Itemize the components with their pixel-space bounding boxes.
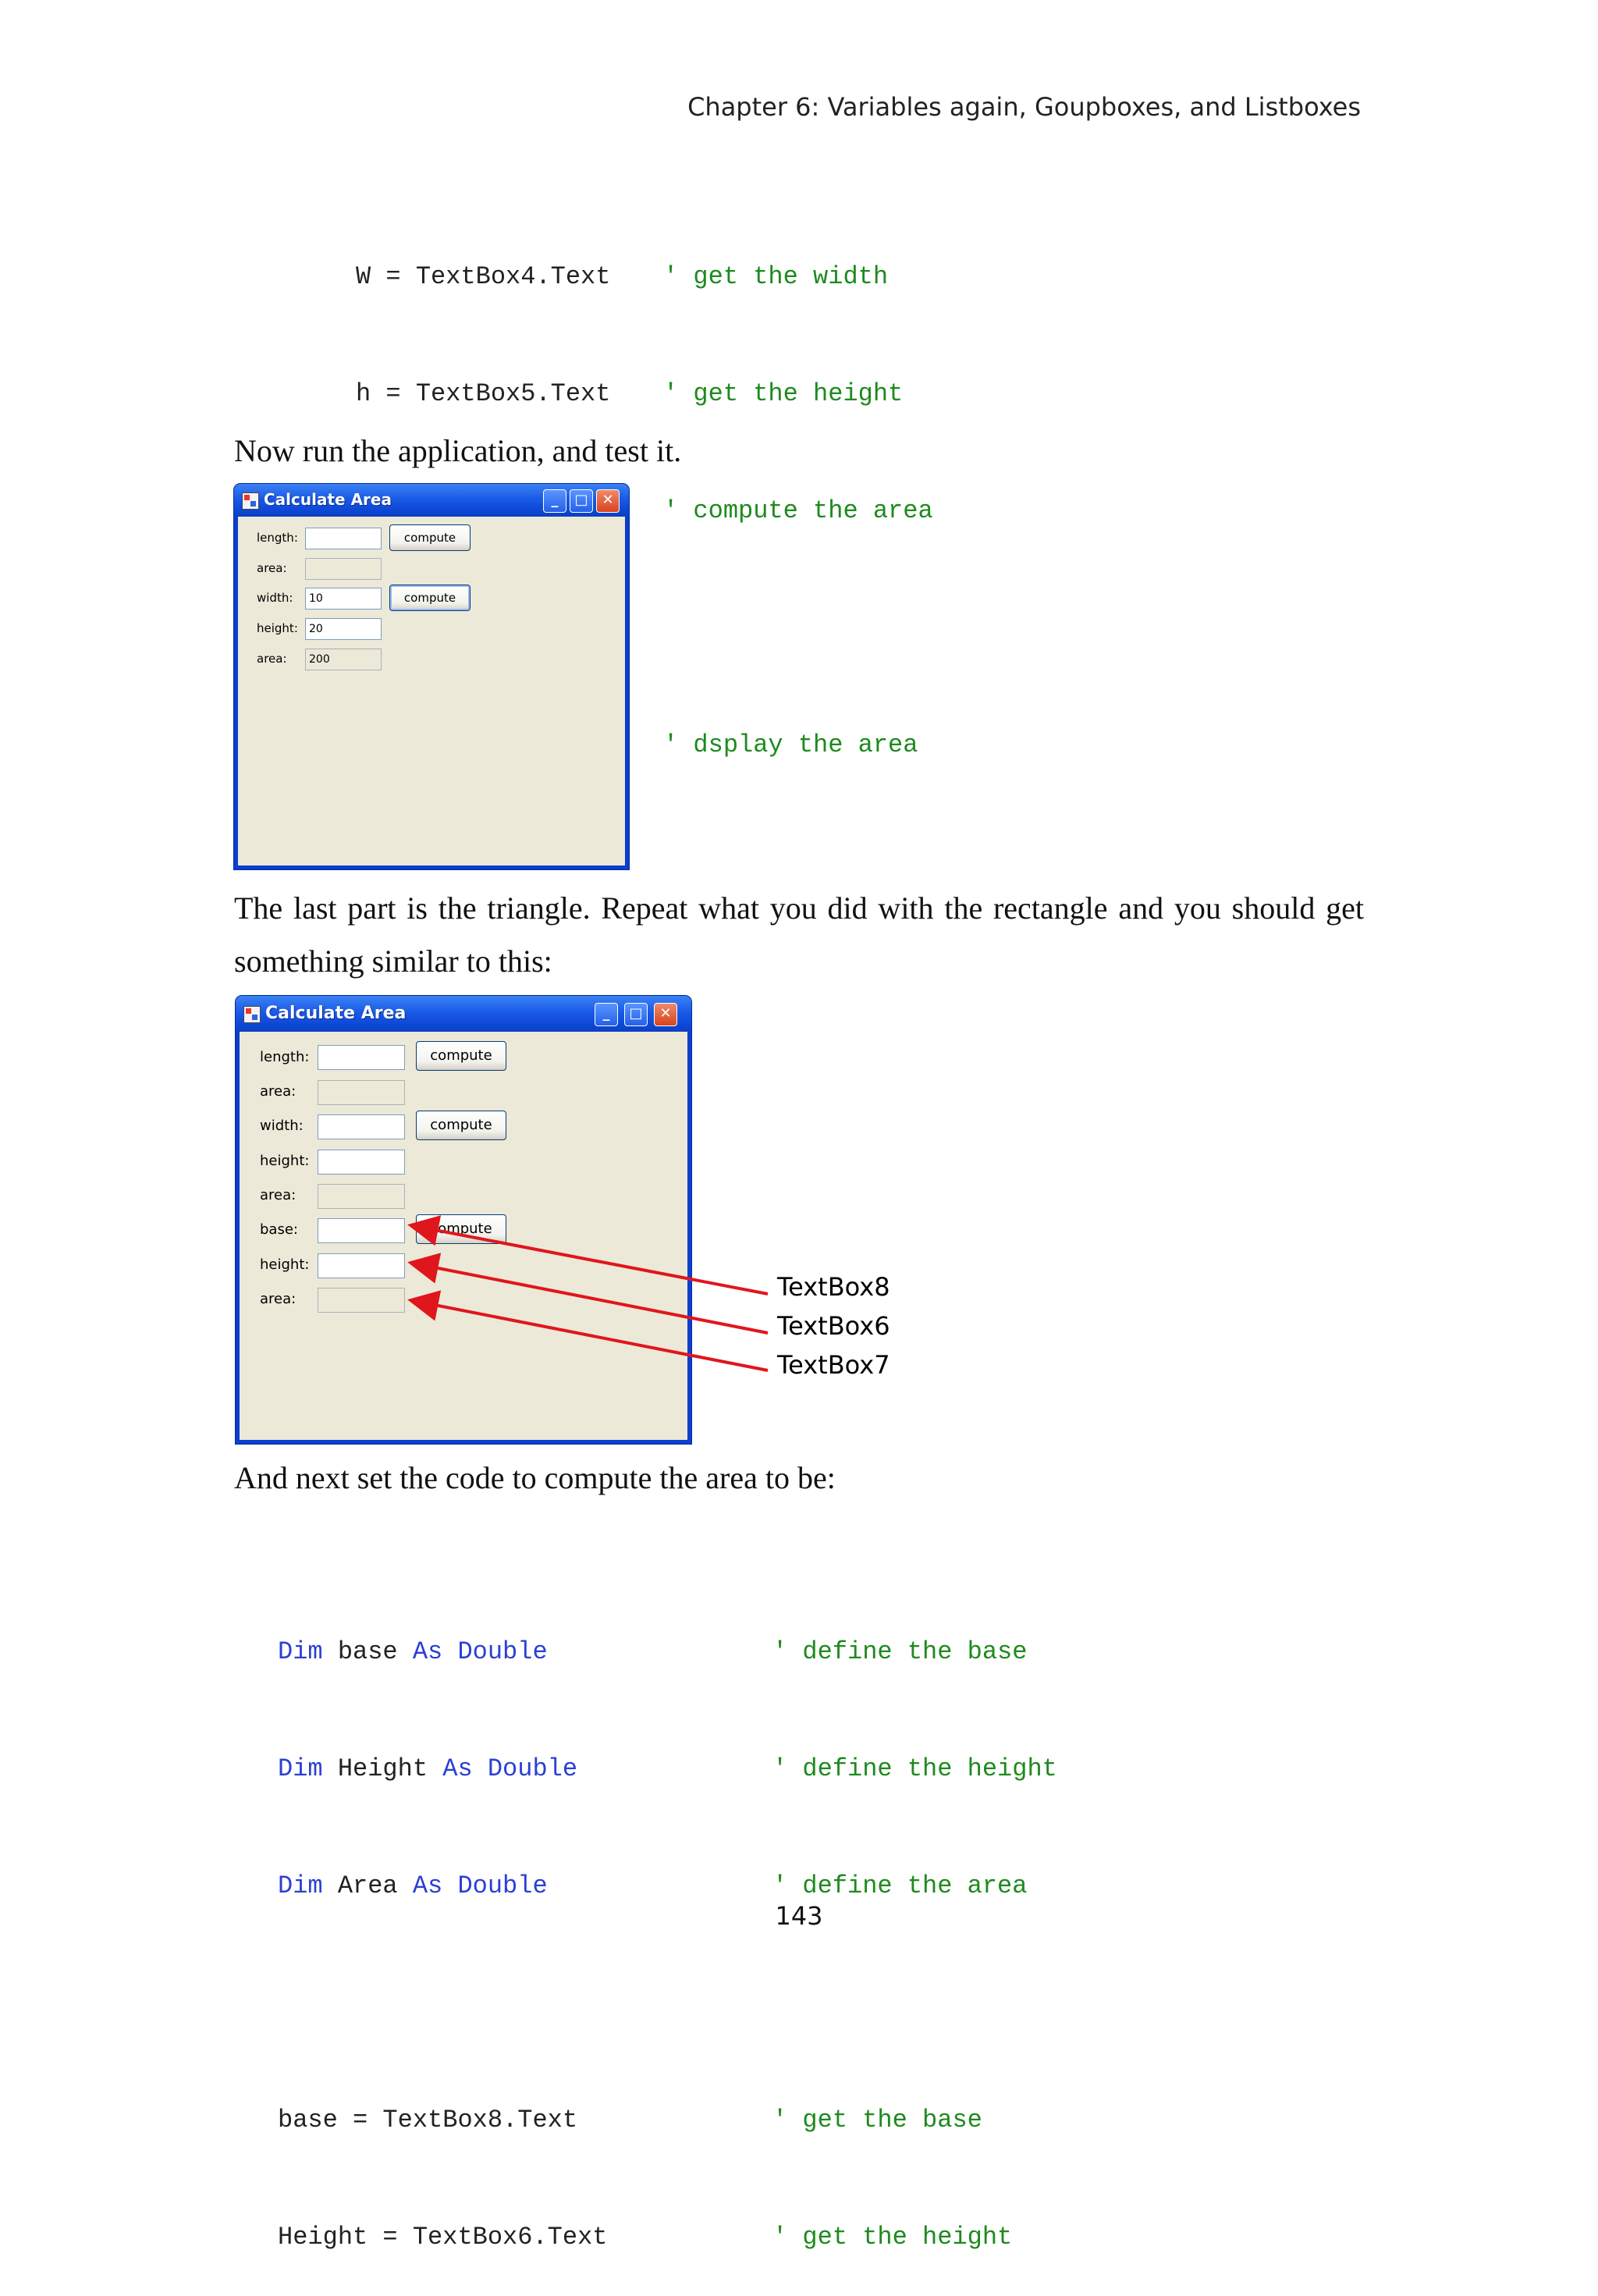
minimize-button[interactable]: _ [595, 1003, 618, 1026]
triangle-area-label: area: [260, 1291, 297, 1307]
code-comment: ' get the height [663, 379, 904, 408]
running-header: Chapter 6: Variables again, Goupboxes, and Listboxes [687, 92, 1361, 122]
length-label: length: [260, 1049, 310, 1065]
callout-textbox8: TextBox8 [777, 1272, 890, 1302]
code-comment: ' get the base [772, 2106, 982, 2134]
code-comment: ' define the area [772, 1871, 1028, 1900]
arrow-textbox6 [410, 1263, 768, 1333]
height-label: height: [260, 1153, 310, 1169]
base-label: base: [260, 1221, 298, 1238]
area-label: area: [257, 652, 287, 666]
minimize-button[interactable]: _ [543, 489, 566, 513]
page-number: 143 [775, 1901, 823, 1931]
code-line: base = TextBox8.Text [278, 2106, 578, 2134]
length-label: length: [257, 531, 298, 545]
maximize-button[interactable]: □ [570, 489, 593, 513]
area-label: area: [260, 1083, 297, 1100]
close-button[interactable]: ✕ [654, 1003, 677, 1026]
code-line: Dim base As Double [278, 1637, 548, 1666]
compute-length-button[interactable]: compute [389, 524, 471, 551]
area-label: area: [260, 1187, 297, 1203]
code-line: Dim Area As Double [278, 1871, 548, 1900]
width-textbox[interactable]: 10 [305, 588, 382, 610]
compute-length-button[interactable]: compute [416, 1041, 506, 1071]
code-comment: ' define the base [772, 1637, 1028, 1666]
code-comment: ' define the height [772, 1754, 1057, 1783]
paragraph-code-intro: And next set the code to compute the area to be: [234, 1460, 836, 1495]
code-comment: ' compute the area [663, 496, 933, 525]
compute-triangle-button[interactable]: compute [416, 1214, 506, 1244]
code-comment: ' dsplay the area [663, 730, 918, 759]
code-line: Height = TextBox6.Text [278, 2223, 608, 2252]
compute-rectangle-button[interactable]: compute [416, 1111, 506, 1140]
width-label: width: [260, 1118, 304, 1134]
height-label: height: [257, 621, 298, 635]
area-textbox-rectangle: 200 [305, 649, 382, 670]
code-line: Dim Height As Double [278, 1754, 578, 1783]
arrow-textbox7 [410, 1300, 768, 1370]
arrow-textbox8 [410, 1225, 768, 1294]
area-label: area: [257, 561, 287, 575]
compute-rectangle-button[interactable]: compute [389, 585, 471, 611]
width-label: width: [257, 591, 293, 605]
height-textbox[interactable]: 20 [305, 618, 382, 640]
paragraph-run-app: Now run the application, and test it. [234, 433, 682, 468]
triangle-height-label: height: [260, 1256, 310, 1273]
code-line: W = TextBox4.Text [356, 262, 611, 291]
close-button[interactable]: ✕ [596, 489, 620, 513]
code-comment: ' get the width [663, 262, 889, 291]
maximize-button[interactable]: □ [624, 1003, 648, 1026]
window-title: Calculate Area [264, 490, 392, 509]
paragraph-triangle: The last part is the triangle. Repeat what you did with the rectangle and you should get something similar to this: [234, 890, 1364, 979]
window-title: Calculate Area [265, 1004, 407, 1023]
callout-textbox7: TextBox7 [777, 1350, 890, 1380]
code-line: h = TextBox5.Text [356, 379, 611, 408]
code-comment: ' get the height [772, 2223, 1013, 2252]
callout-textbox6: TextBox6 [777, 1311, 890, 1341]
